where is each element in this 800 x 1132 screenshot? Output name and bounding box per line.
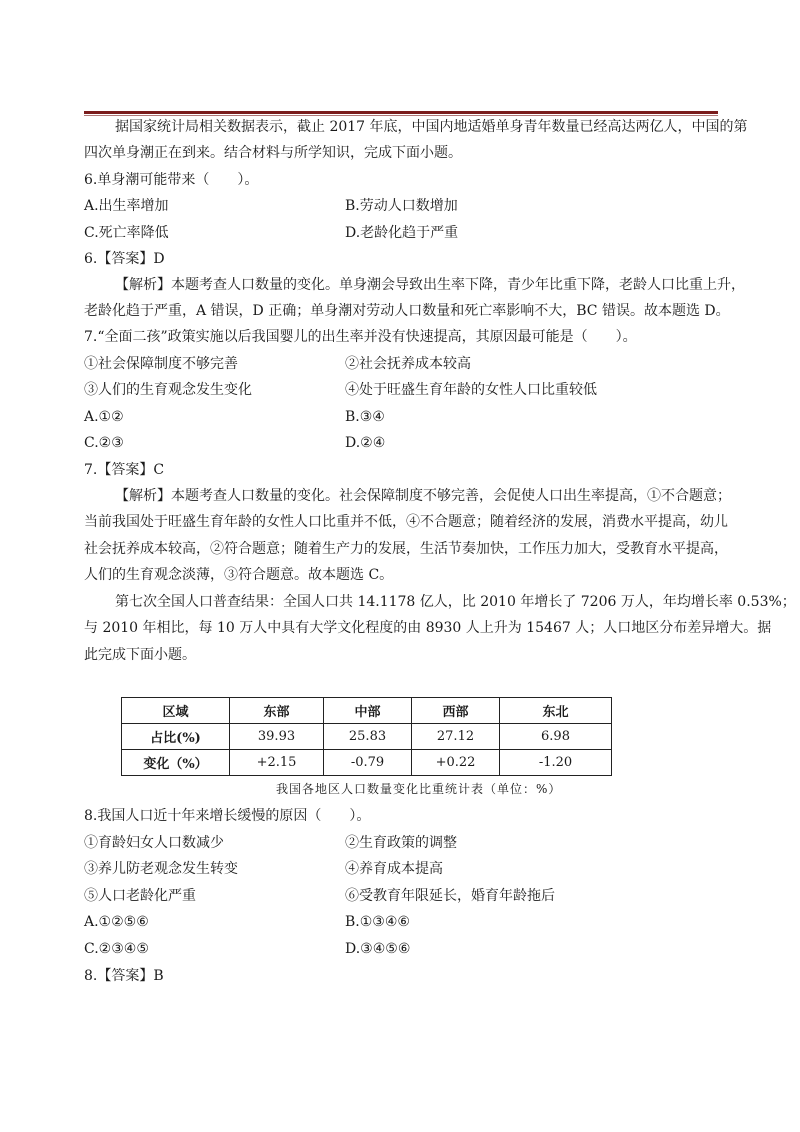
q8-item-5: ⑤人口老龄化严重 — [84, 888, 196, 904]
q6-option-b: B.劳动人口数增加 — [345, 198, 458, 214]
q8-option-d: D.③④⑤⑥ — [345, 941, 411, 957]
q8-option-a: A.①②⑤⑥ — [84, 914, 149, 930]
table-caption: 我国各地区人口数量变化比重统计表（单位：%） — [276, 782, 562, 796]
table-header-row — [122, 698, 612, 724]
table-cell: 6.98 — [500, 724, 612, 750]
table-header-cell: 西部 — [412, 698, 500, 724]
q7-analysis-line-1: 【解析】本题考查人口数量的变化。社会保障制度不够完善，会促使人口出生率提高，①不合题意； — [115, 488, 731, 504]
q6-answer: 6.【答案】D — [84, 251, 165, 267]
table-header-cell: 东北 — [500, 698, 612, 724]
q7-item-4: ④处于旺盛生育年龄的女性人口比重较低 — [345, 382, 597, 398]
q6-option-c: C.死亡率降低 — [84, 225, 169, 241]
q6-analysis-line-2: 老龄化趋于严重，A 错误，D 正确；单身潮对劳动人口数量和死亡率影响不大，BC 错误。故本题选 D。 — [84, 303, 730, 319]
q6-option-d: D.老龄化趋于严重 — [345, 225, 459, 241]
q7-analysis-line-2: 当前我国处于旺盛生育年龄的女性人口比重并不低，④不合题意；随着经济的发展，消费水平提高，幼儿 — [84, 514, 728, 530]
q7-item-2: ②社会抚养成本较高 — [345, 356, 471, 372]
q8-option-c: C.②③④⑤ — [84, 941, 149, 957]
q8-item-1: ①育龄妇女人口数减少 — [84, 835, 224, 851]
table-cell: 变化（%） — [122, 750, 230, 776]
header-rule — [84, 111, 718, 114]
table-cell: +2.15 — [230, 750, 324, 776]
table-cell: -1.20 — [500, 750, 612, 776]
table-cell: 占比(%) — [122, 724, 230, 750]
intro2-line-2: 与 2010 年相比，每 10 万人中具有大学文化程度的由 8930 人上升为 15467 人；人口地区分布差异增大。据 — [84, 620, 772, 636]
q7-item-1: ①社会保障制度不够完善 — [84, 356, 238, 372]
intro2-line-1: 第七次全国人口普查结果：全国人口共 14.1178 亿人，比 2010 年增长了 7206 万人，年均增长率 0.53%； — [115, 594, 796, 610]
q7-stem: 7.“全面二孩”政策实施以后我国婴儿的出生率并没有快速提高，其原因最可能是（ ）。 — [84, 329, 637, 345]
intro-line-2: 四次单身潮正在到来。结合材料与所学知识，完成下面小题。 — [84, 145, 462, 161]
q6-stem: 6.单身潮可能带来（ ）。 — [84, 172, 259, 188]
table-cell: +0.22 — [412, 750, 500, 776]
q7-option-a: A.①② — [84, 409, 124, 425]
header-rule-thin — [84, 115, 718, 116]
q8-answer: 8.【答案】B — [84, 968, 164, 984]
table-cell: -0.79 — [324, 750, 412, 776]
q7-analysis-line-4: 人们的生育观念淡薄，③符合题意。故本题选 C。 — [84, 567, 394, 583]
q7-analysis-line-3: 社会抚养成本较高，②符合题意；随着生产力的发展，生活节奏加快，工作压力加大，受教育水平提高， — [84, 541, 728, 557]
q8-stem: 8.我国人口近十年来增长缓慢的原因（ ）。 — [84, 808, 371, 824]
q7-option-b: B.③④ — [345, 409, 385, 425]
intro-line-1: 据国家统计局相关数据表示，截止 2017 年底，中国内地适婚单身青年数量已经高达两亿人，中国的第 — [115, 119, 748, 135]
q7-item-3: ③人们的生育观念发生变化 — [84, 382, 252, 398]
q6-option-a: A.出生率增加 — [84, 198, 169, 214]
q6-analysis-line-1: 【解析】本题考查人口数量的变化。单身潮会导致出生率下降，青少年比重下降，老龄人口比重上升， — [115, 277, 745, 293]
population-table — [121, 697, 612, 776]
q7-option-c: C.②③ — [84, 435, 124, 451]
q7-option-d: D.②④ — [345, 435, 386, 451]
q8-item-4: ④养育成本提高 — [345, 861, 443, 877]
q8-item-6: ⑥受教育年限延长，婚育年龄拖后 — [345, 888, 555, 904]
table-header-cell: 区域 — [122, 698, 230, 724]
table-row — [122, 750, 612, 776]
table-header-cell: 东部 — [230, 698, 324, 724]
q8-item-3: ③养儿防老观念发生转变 — [84, 861, 238, 877]
table-cell: 27.12 — [412, 724, 500, 750]
q7-answer: 7.【答案】C — [84, 462, 165, 478]
q8-option-b: B.①③④⑥ — [345, 914, 410, 930]
table-cell: 39.93 — [230, 724, 324, 750]
q8-item-2: ②生育政策的调整 — [345, 835, 457, 851]
table-cell: 25.83 — [324, 724, 412, 750]
table-header-cell: 中部 — [324, 698, 412, 724]
intro2-line-3: 此完成下面小题。 — [84, 647, 196, 663]
table-row — [122, 724, 612, 750]
